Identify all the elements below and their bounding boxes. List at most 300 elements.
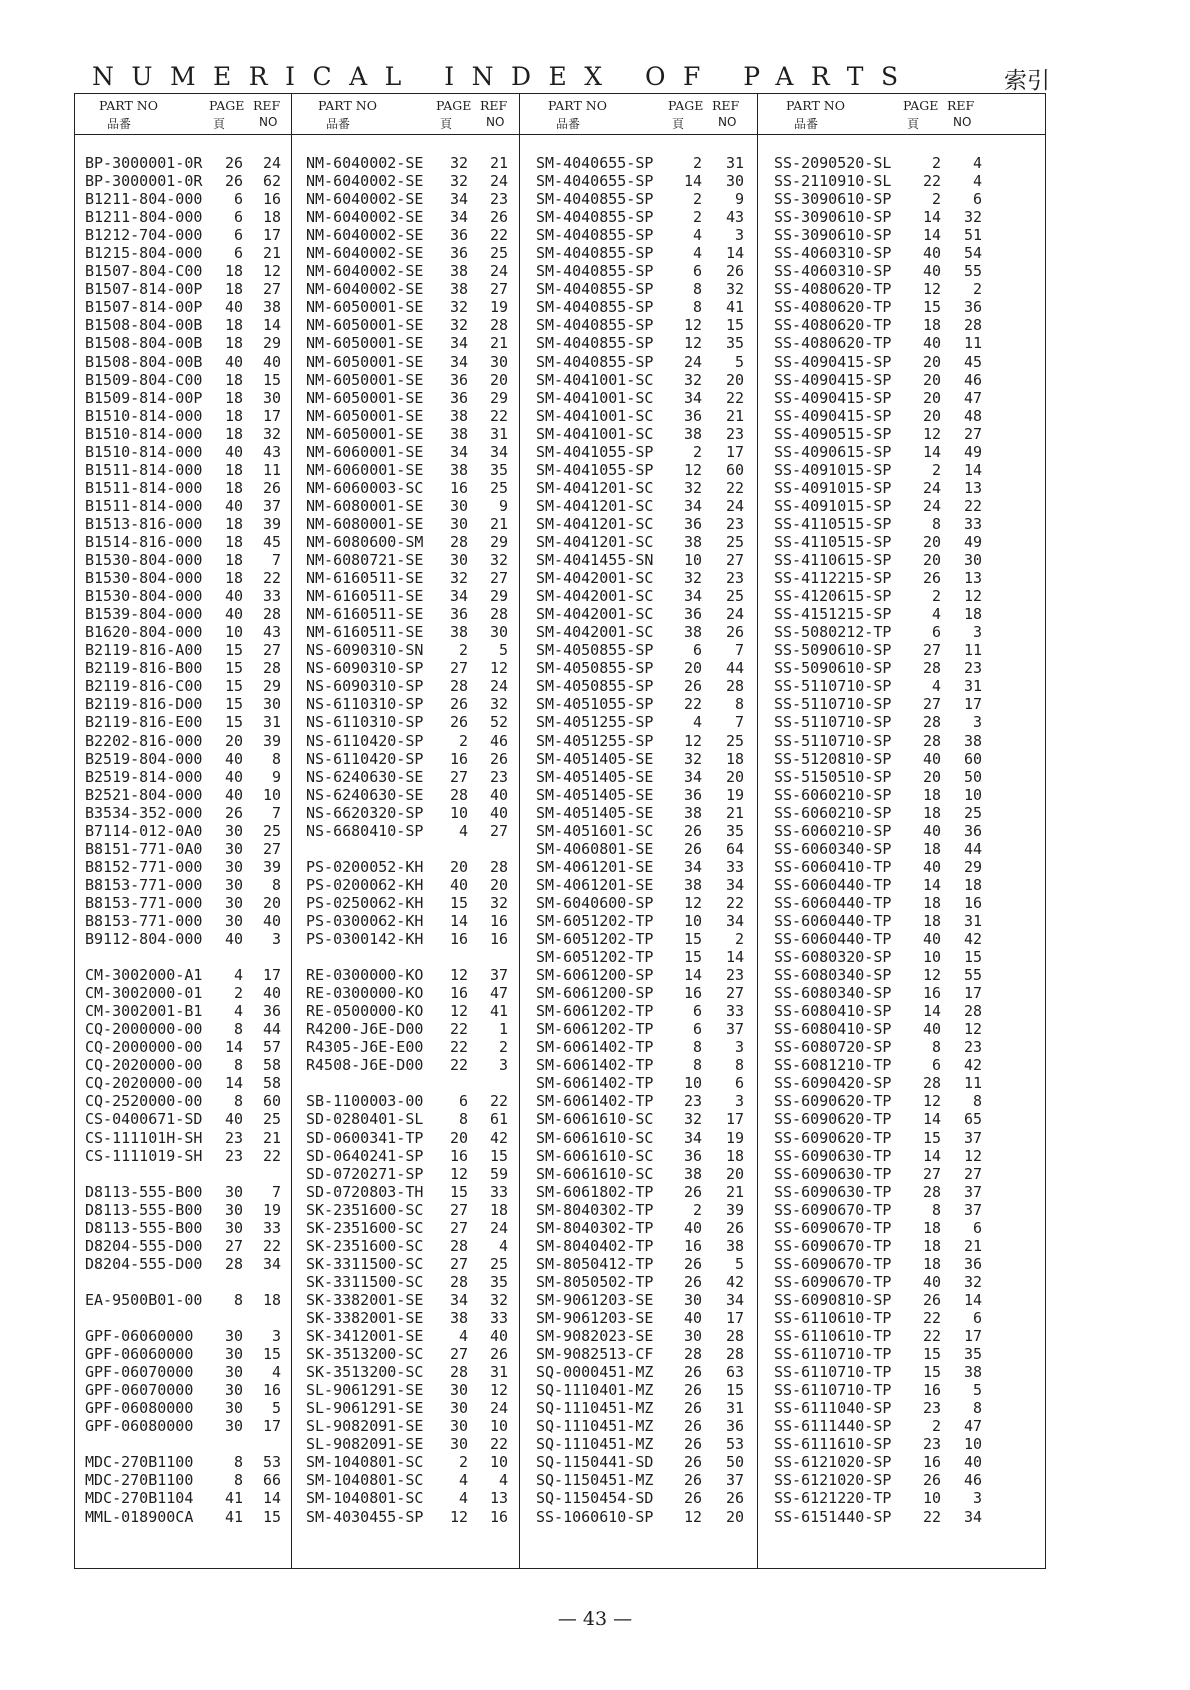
part-number-cell: SQ-1110451-MZ: [536, 1417, 654, 1436]
part-number-cell: SM-4040855-SP: [536, 316, 654, 335]
table-row: [758, 1399, 1045, 1417]
part-number-cell: SM-6061402-TP: [536, 1038, 654, 1057]
page-cell: 27: [449, 1200, 468, 1219]
part-number-cell: SS-6090620-TP: [774, 1128, 892, 1147]
table-row: [520, 1345, 758, 1363]
part-number-cell: GPF-06060000: [85, 1345, 194, 1364]
ref-cell: 17: [262, 1417, 281, 1436]
header-part-no-jp: 品番: [326, 117, 351, 131]
page-cell: 23: [922, 1435, 941, 1454]
part-number-cell: D8113-555-B00: [85, 1200, 203, 1219]
part-number-cell: SD-0280401-SL: [306, 1110, 424, 1129]
ref-cell: 19: [725, 785, 744, 804]
table-row: [520, 244, 758, 262]
page-cell: 20: [922, 388, 941, 407]
table-row: [75, 1453, 291, 1471]
part-number-cell: EA-9500B01-00: [85, 1290, 203, 1309]
page-cell: 40: [224, 767, 243, 786]
page-cell: 18: [224, 280, 243, 299]
part-number-cell: CM-3002000-01: [85, 984, 203, 1003]
part-number-cell: NM-6050001-SE: [306, 406, 424, 425]
part-number-cell: R4200-J6E-D00: [306, 1020, 424, 1039]
ref-cell: 39: [262, 857, 281, 876]
ref-cell: 3: [498, 1056, 508, 1075]
table-row: [520, 750, 758, 768]
ref-cell: 16: [262, 190, 281, 209]
page-cell: 38: [683, 623, 702, 642]
page-cell: 28: [449, 785, 468, 804]
table-row: [292, 1273, 520, 1291]
ref-cell: 46: [963, 1471, 982, 1490]
table-row: [758, 768, 1045, 786]
table-row: [758, 208, 1045, 226]
ref-cell: 22: [262, 569, 281, 588]
table-row: [520, 280, 758, 298]
part-number-cell: SK-3513200-SC: [306, 1345, 424, 1364]
page-cell: 27: [224, 1236, 243, 1255]
part-number-cell: B1508-804-00B: [85, 316, 203, 335]
table-row: [292, 1038, 520, 1056]
page-cell: 18: [224, 514, 243, 533]
table-row: [292, 461, 520, 479]
part-number-cell: SS-6060210-SP: [774, 785, 892, 804]
part-number-cell: D8113-555-B00: [85, 1218, 203, 1237]
part-number-cell: NM-6050001-SE: [306, 424, 424, 443]
page-cell: 10: [683, 911, 702, 930]
part-number-cell: SL-9061291-SE: [306, 1381, 424, 1400]
header-part-no: PART NO: [548, 98, 607, 113]
table-row: [758, 1056, 1045, 1074]
part-number-cell: SM-4050855-SP: [536, 641, 654, 660]
page-cell: 26: [922, 1290, 941, 1309]
page-cell: 18: [922, 803, 941, 822]
part-number-cell: NM-6080721-SE: [306, 551, 424, 570]
table-row: [520, 262, 758, 280]
ref-cell: 16: [262, 1381, 281, 1400]
ref-cell: 35: [489, 1272, 508, 1291]
table-row: [758, 984, 1045, 1002]
page-cell: 20: [922, 406, 941, 425]
page-cell: 8: [233, 1056, 243, 1075]
ref-cell: 26: [725, 623, 744, 642]
table-row: [520, 804, 758, 822]
table-row: [520, 1381, 758, 1399]
part-number-cell: NS-6090310-SN: [306, 641, 424, 660]
ref-cell: 53: [262, 1453, 281, 1472]
ref-cell: 18: [262, 208, 281, 227]
table-row: [758, 551, 1045, 569]
ref-cell: 30: [489, 352, 508, 371]
ref-cell: 36: [963, 821, 982, 840]
part-number-cell: SS-6060440-TP: [774, 893, 892, 912]
table-row: [292, 876, 520, 894]
table-row: [75, 1417, 291, 1435]
page-cell: 10: [683, 551, 702, 570]
page-cell: 16: [449, 930, 468, 949]
table-row: [75, 425, 291, 443]
ref-cell: 8: [271, 749, 281, 768]
table-row: [75, 244, 291, 262]
ref-cell: 45: [963, 352, 982, 371]
part-number-cell: B1510-814-000: [85, 406, 203, 425]
page-cell: 22: [922, 1327, 941, 1346]
table-row: [520, 1417, 758, 1435]
ref-cell: 30: [262, 695, 281, 714]
table-row: [520, 497, 758, 515]
page-cell: 18: [224, 406, 243, 425]
ref-cell: 7: [734, 641, 744, 660]
page-cell: 32: [449, 298, 468, 317]
part-number-cell: CM-3002001-B1: [85, 1002, 203, 1021]
table-row: [75, 1309, 291, 1327]
table-row: [758, 244, 1045, 262]
ref-cell: 37: [963, 1200, 982, 1219]
part-number-cell: SK-3382001-SE: [306, 1309, 424, 1327]
table-row: [758, 154, 1045, 172]
part-number-cell: B1530-804-000: [85, 551, 203, 570]
page-cell: 40: [224, 442, 243, 461]
ref-cell: 60: [725, 460, 744, 479]
table-row: [520, 371, 758, 389]
part-number-cell: SS-4110515-SP: [774, 514, 892, 533]
ref-cell: 62: [262, 172, 281, 191]
table-row: [520, 1255, 758, 1273]
table-row: [292, 208, 520, 226]
ref-cell: 52: [489, 713, 508, 732]
header-page-jp: 頁: [213, 117, 226, 131]
ref-cell: 43: [262, 442, 281, 461]
page-cell: 14: [922, 442, 941, 461]
table-row: [758, 1309, 1045, 1327]
part-number-cell: B1509-804-C00: [85, 370, 203, 389]
part-number-cell: SM-4041201-SC: [536, 532, 654, 551]
part-number-cell: SS-6121220-TP: [774, 1489, 892, 1508]
part-number-cell: SS-4151215-SP: [774, 605, 892, 624]
part-number-cell: SS-4091015-SP: [774, 460, 892, 479]
part-number-cell: SS-4080620-TP: [774, 298, 892, 317]
part-number-cell: SM-6061202-TP: [536, 1020, 654, 1039]
page-cell: 27: [449, 1254, 468, 1273]
table-row: [75, 1002, 291, 1020]
page-cell: 34: [449, 587, 468, 606]
page-cell: 15: [224, 641, 243, 660]
page-cell: 23: [224, 1128, 243, 1147]
page-cell: 30: [224, 1345, 243, 1364]
ref-cell: 6: [972, 1218, 982, 1237]
page-cell: 20: [922, 532, 941, 551]
part-number-cell: SS-6090620-TP: [774, 1092, 892, 1111]
part-number-cell: NS-6110310-SP: [306, 713, 424, 732]
table-row: [292, 1147, 520, 1165]
ref-cell: 10: [963, 1435, 982, 1454]
page-cell: 8: [931, 1038, 941, 1057]
part-number-cell: NM-6040002-SE: [306, 262, 424, 281]
table-row: [520, 226, 758, 244]
page-cell: 38: [449, 424, 468, 443]
page-cell: 34: [683, 587, 702, 606]
ref-cell: 14: [963, 460, 982, 479]
page-cell: 22: [449, 1020, 468, 1039]
table-row: [75, 208, 291, 226]
table-row: [292, 515, 520, 533]
part-number-cell: GPF-06080000: [85, 1417, 194, 1436]
part-number-cell: B8151-771-0A0: [85, 839, 203, 858]
ref-cell: 15: [725, 316, 744, 335]
header-page-jp: 頁: [672, 117, 685, 131]
part-number-cell: NS-6240630-SE: [306, 767, 424, 786]
part-number-cell: SS-6090670-TP: [774, 1272, 892, 1291]
page-cell: 16: [683, 984, 702, 1003]
ref-cell: 28: [262, 605, 281, 624]
page-cell: 34: [449, 208, 468, 227]
page-cell: 8: [233, 1092, 243, 1111]
part-number-cell: NM-6050001-SE: [306, 316, 424, 335]
ref-cell: 17: [725, 1309, 744, 1327]
part-number-cell: SM-4041201-SC: [536, 496, 654, 515]
page-cell: 2: [931, 154, 941, 172]
table-row: [758, 1453, 1045, 1471]
page-cell: 18: [224, 316, 243, 335]
table-row: [758, 659, 1045, 677]
index-column-1: [75, 94, 291, 1568]
table-row: [758, 1074, 1045, 1092]
page-cell: 40: [224, 587, 243, 606]
part-number-cell: SM-9082513-CF: [536, 1345, 654, 1364]
ref-cell: 20: [725, 767, 744, 786]
table-row: [758, 353, 1045, 371]
table-row: [758, 1020, 1045, 1038]
ref-cell: 15: [963, 948, 982, 967]
part-number-cell: SS-6060410-TP: [774, 857, 892, 876]
table-row: [292, 353, 520, 371]
ref-cell: 29: [963, 857, 982, 876]
page-cell: 38: [449, 262, 468, 281]
table-row: [75, 1489, 291, 1507]
page-cell: 20: [449, 1128, 468, 1147]
ref-cell: 59: [489, 1164, 508, 1183]
part-number-cell: SM-4051405-SE: [536, 749, 654, 768]
page-cell: 27: [922, 641, 941, 660]
table-row: [75, 1020, 291, 1038]
part-number-cell: SS-6081210-TP: [774, 1056, 892, 1075]
part-number-cell: SS-6090420-SP: [774, 1074, 892, 1093]
ref-cell: 19: [489, 298, 508, 317]
page-cell: 30: [224, 1417, 243, 1436]
page-cell: 18: [224, 551, 243, 570]
table-row: [292, 840, 520, 858]
page-cell: 34: [683, 496, 702, 515]
ref-cell: 29: [489, 587, 508, 606]
ref-cell: 12: [963, 1020, 982, 1039]
table-row: [75, 876, 291, 894]
ref-cell: 4: [972, 172, 982, 191]
part-number-cell: SM-4040855-SP: [536, 244, 654, 263]
table-row: [520, 1291, 758, 1309]
page-cell: 30: [683, 1290, 702, 1309]
part-number-cell: SM-4040855-SP: [536, 334, 654, 353]
table-row: [75, 732, 291, 750]
part-number-cell: SQ-1150441-SD: [536, 1453, 654, 1472]
ref-cell: 25: [725, 731, 744, 750]
table-row: [292, 1110, 520, 1128]
table-row: [292, 948, 520, 966]
part-number-cell: B1507-814-00P: [85, 280, 203, 299]
table-row: [520, 1435, 758, 1453]
table-row: [292, 1092, 520, 1110]
page-cell: 30: [449, 1417, 468, 1436]
part-number-cell: B1511-814-000: [85, 460, 203, 479]
page-cell: 4: [458, 1489, 468, 1508]
page-cell: 2: [692, 1200, 702, 1219]
table-row: [758, 822, 1045, 840]
ref-cell: 44: [725, 659, 744, 678]
page-cell: 28: [922, 1074, 941, 1093]
table-row: [75, 912, 291, 930]
page-cell: 30: [224, 839, 243, 858]
part-number-cell: SM-4051255-SP: [536, 731, 654, 750]
table-row: [75, 1255, 291, 1273]
part-number-cell: GPF-06070000: [85, 1363, 194, 1382]
header-page-jp: 頁: [440, 117, 453, 131]
ref-cell: 60: [262, 1092, 281, 1111]
ref-cell: 32: [489, 551, 508, 570]
table-row: [292, 154, 520, 172]
table-row: [75, 280, 291, 298]
ref-cell: 36: [963, 298, 982, 317]
ref-cell: 5: [734, 352, 744, 371]
ref-cell: 60: [963, 749, 982, 768]
part-number-cell: D8113-555-B00: [85, 1182, 203, 1201]
part-number-cell: SS-6090670-TP: [774, 1254, 892, 1273]
table-row: [292, 551, 520, 569]
part-number-cell: SM-4030455-SP: [306, 1507, 424, 1526]
part-number-cell: NM-6080001-SE: [306, 496, 424, 515]
table-row: [292, 172, 520, 190]
part-number-cell: NS-6110420-SP: [306, 749, 424, 768]
page-cell: 15: [683, 930, 702, 949]
part-number-cell: NS-6090310-SP: [306, 659, 424, 678]
page-cell: 40: [683, 1309, 702, 1327]
page-cell: 16: [449, 478, 468, 497]
ref-cell: 24: [489, 1399, 508, 1418]
table-row: [758, 1327, 1045, 1345]
ref-cell: 2: [498, 1038, 508, 1057]
ref-cell: 27: [963, 1164, 982, 1183]
table-row: [75, 353, 291, 371]
table-row: [292, 1291, 520, 1309]
table-row: [75, 930, 291, 948]
part-number-cell: SM-1040801-SC: [306, 1471, 424, 1490]
table-row: [75, 948, 291, 966]
page-cell: 6: [931, 623, 941, 642]
table-row: [520, 298, 758, 316]
part-number-cell: SM-1040801-SC: [306, 1489, 424, 1508]
table-row: [758, 316, 1045, 334]
table-row: [520, 1489, 758, 1507]
page-cell: 15: [224, 659, 243, 678]
part-number-cell: B1507-814-00P: [85, 298, 203, 317]
ref-cell: 24: [262, 154, 281, 172]
table-row: [292, 1309, 520, 1327]
part-number-cell: B1510-814-000: [85, 442, 203, 461]
part-number-cell: SS-5090610-SP: [774, 659, 892, 678]
page-cell: 38: [449, 280, 468, 299]
table-row: [520, 1399, 758, 1417]
ref-cell: 28: [725, 677, 744, 696]
ref-cell: 49: [963, 532, 982, 551]
table-row: [292, 858, 520, 876]
part-number-cell: SK-3382001-SE: [306, 1290, 424, 1309]
part-number-cell: SS-5110710-SP: [774, 713, 892, 732]
ref-cell: 32: [963, 208, 982, 227]
table-row: [520, 858, 758, 876]
header-ref: REF: [480, 98, 508, 113]
page-cell: 10: [922, 1489, 941, 1508]
ref-cell: 9: [734, 190, 744, 209]
header-part-no-jp: 品番: [107, 117, 132, 131]
page-cell: 14: [683, 966, 702, 985]
ref-cell: 32: [262, 424, 281, 443]
part-number-cell: NM-6060001-SE: [306, 442, 424, 461]
part-number-cell: B1212-704-000: [85, 226, 203, 245]
page-cell: 26: [683, 1453, 702, 1472]
page-cell: 38: [449, 460, 468, 479]
table-row: [292, 1201, 520, 1219]
part-number-cell: B1530-804-000: [85, 587, 203, 606]
header-ref-no: NO: [259, 115, 278, 129]
part-number-cell: SS-6111040-SP: [774, 1399, 892, 1418]
part-number-cell: MDC-270B1100: [85, 1453, 194, 1472]
part-number-cell: SM-4041001-SC: [536, 406, 654, 425]
table-row: [292, 1074, 520, 1092]
ref-cell: 18: [963, 875, 982, 894]
table-row: [520, 695, 758, 713]
header-page: PAGE: [209, 98, 245, 113]
ref-cell: 20: [262, 893, 281, 912]
table-row: [758, 695, 1045, 713]
part-number-cell: GPF-06070000: [85, 1381, 194, 1400]
ref-cell: 21: [725, 803, 744, 822]
part-number-cell: NS-6240630-SE: [306, 785, 424, 804]
page-cell: 26: [683, 821, 702, 840]
page-cell: 26: [683, 1471, 702, 1490]
ref-cell: 44: [963, 839, 982, 858]
ref-cell: 66: [262, 1471, 281, 1490]
part-number-cell: SM-6051202-TP: [536, 930, 654, 949]
table-row: [758, 894, 1045, 912]
ref-cell: 3: [734, 1038, 744, 1057]
part-number-cell: B1539-804-000: [85, 605, 203, 624]
table-row: [75, 677, 291, 695]
part-number-cell: SM-4042001-SC: [536, 605, 654, 624]
part-number-cell: B8153-771-000: [85, 893, 203, 912]
part-number-cell: SM-1040801-SC: [306, 1453, 424, 1472]
table-row: [75, 966, 291, 984]
table-row: [520, 1165, 758, 1183]
table-row: [520, 1363, 758, 1381]
table-row: [75, 1183, 291, 1201]
page-cell: 4: [458, 1471, 468, 1490]
table-row: [758, 1237, 1045, 1255]
part-number-cell: CQ-2000000-00: [85, 1038, 203, 1057]
page-cell: 14: [224, 1038, 243, 1057]
ref-cell: 20: [725, 1507, 744, 1526]
ref-cell: 27: [262, 280, 281, 299]
page-cell: 28: [449, 1272, 468, 1291]
index-rows: [292, 154, 520, 1526]
page-cell: 8: [233, 1471, 243, 1490]
page-cell: 12: [683, 460, 702, 479]
